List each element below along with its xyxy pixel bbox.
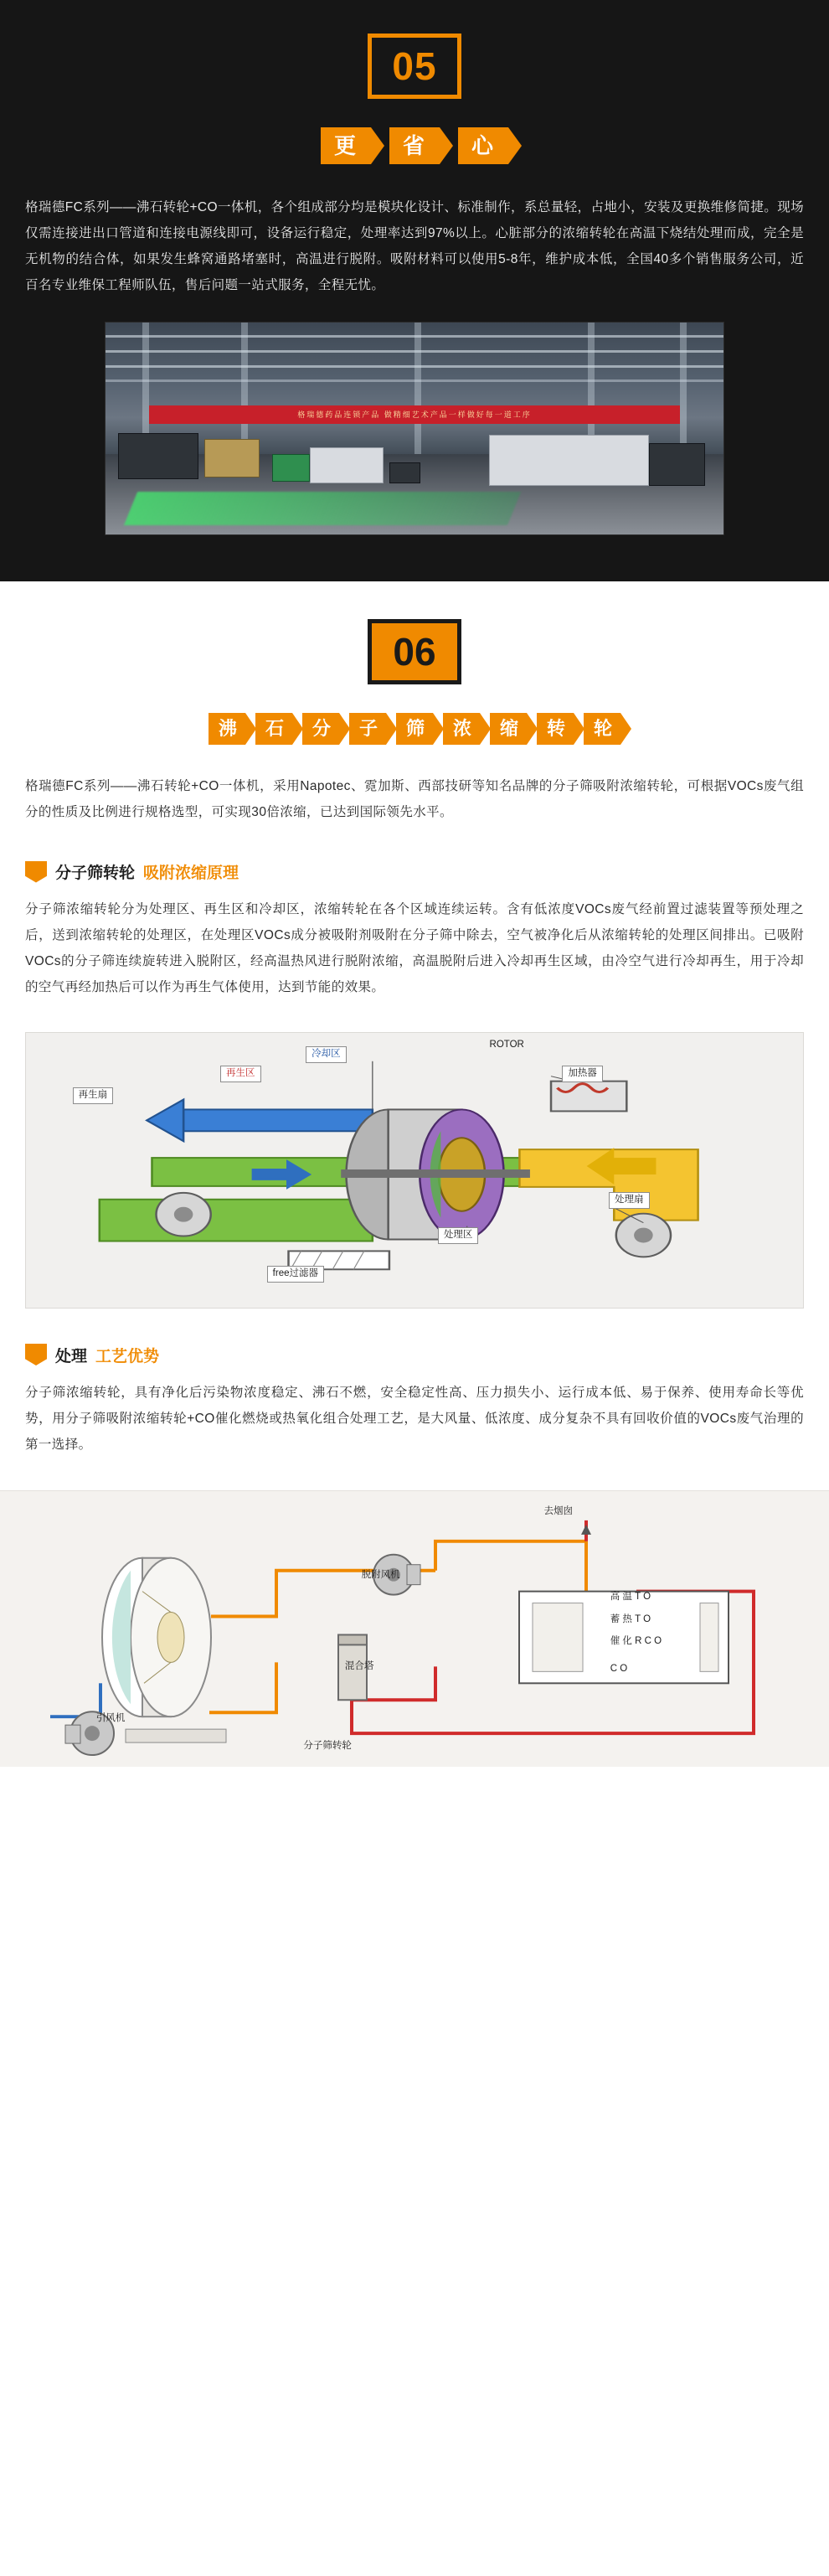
tag-geng-label: 更 [333,133,356,158]
rotor-diagram-wrap [0,1014,829,1309]
process-flow-diagram [0,1490,829,1767]
tag-xin [458,127,508,164]
sub-head-principle [0,860,829,883]
flag-icon-2 [25,1344,47,1365]
sub1-title-black: 分子筛转轮 [55,865,136,882]
section-05-tag-row [0,127,829,164]
factory-workshop-photo [105,322,724,535]
flow-label-high-temp-to: 高 温 T O [610,1592,651,1603]
flow-label-to-stack: 去烟囱 [543,1506,573,1517]
sub-head-advantage [0,1344,829,1366]
section-number-badge-05 [368,34,461,99]
tag-shi: 石 [255,713,292,745]
rotor-label-cooling-zone: 冷却区 [306,1046,347,1063]
sub2-title-orange: 工艺优势 [95,1347,160,1365]
section-06 [0,581,829,1767]
rotor-label-process-zone: 处理区 [438,1227,479,1244]
tag-sheng [389,127,440,164]
tag-zi: 子 [349,713,386,745]
flag-icon [25,861,47,883]
flow-label-co: C O [610,1663,628,1674]
section-06-tag-row [0,713,829,745]
rotor-label-regeneration-fan: 再生扇 [73,1087,114,1104]
section-number-badge-06 [368,619,461,684]
flow-label-molecular-sieve-rotor: 分子筛转轮 [303,1741,352,1752]
tag-nong: 浓 [443,713,480,745]
photo-banner-text: 格瑞德药品连锁产品 做精细艺术产品一样做好每一道工序 [149,405,681,424]
tag-geng [321,127,371,164]
tag-xin-label: 心 [471,133,494,158]
tag-shai: 筛 [396,713,433,745]
flow-label-induced-draft-fan: 引风机 [95,1713,126,1724]
tag-lun: 轮 [584,713,620,745]
rotor-label-rotor: ROTOR [489,1040,524,1051]
section-number-06: 06 [393,630,436,674]
sub2-paragraph: 分子筛浓缩转轮，具有净化后污染物浓度稳定、沸石不燃，安全稳定性高、压力损失小、运行成本低、易于保养、使用寿命长等优势，用分子筛吸附浓缩转轮+CO催化燃烧或热氧化组合处理工艺，是大风量、低浓度、成分复杂不具有回收价值的VOCs废气治理的第一选择。 [25,1385,804,1452]
tag-sheng-label: 省 [402,133,425,158]
sub1-title-orange: 吸附浓缩原理 [143,865,239,882]
section-06-paragraph: 格瑞德FC系列——沸石转轮+CO一体机，采用Napotec、霓加斯、西部技研等知名品牌的分子筛吸附浓缩转轮，可根据VOCs废气组分的性质及比例进行规格选型，可实现30倍浓缩，已达到国际领先水平。 [25,779,804,819]
flow-label-rto: 蓄 热 T O [610,1613,651,1624]
rotor-label-regeneration-zone: 再生区 [220,1066,261,1082]
flow-label-rco: 催 化 R C O [610,1636,662,1647]
flow-label-mixing-tower: 混合塔 [344,1660,374,1671]
section-06-badge-wrap [0,619,829,684]
section-number-05: 05 [392,44,437,88]
sub2-title-black: 处理 [55,1347,88,1365]
tag-suo: 缩 [490,713,527,745]
tag-zhuan: 转 [537,713,574,745]
section-05-badge-wrap [0,34,829,99]
rotor-label-heater: 加热器 [562,1066,603,1082]
flow-label-desorption-fan: 脱附风机 [361,1570,400,1581]
section-05-photo-wrap [105,322,724,535]
tag-fen: 分 [302,713,339,745]
rotor-label-process-fan: 处理扇 [609,1192,650,1209]
section-05 [0,0,829,581]
rotor-diagram-svg [26,1033,803,1308]
section-05-paragraph: 格瑞德FC系列——沸石转轮+CO一体机，各个组成部分均是模块化设计、标准制作，系总量轻，占地小，安装及更换维修简捷。现场仅需连接进出口管道和连接电源线即可，设备运行稳定，处理率达到97%以上。心脏部分的浓缩转轮在高温下烧结处理而成，完全是无机物的结合体，如果发生蜂窝通路堵塞时，高温进行脱附。吸附材料可以使用5-8年，维护成本低，全国40多个销售服务公司，近百名专业维保工程师队伍，售后问题一站式服务，全程无忧。 [25,200,804,292]
rotor-principle-diagram [25,1032,804,1309]
rotor-label-free-filter: free过滤器 [267,1266,324,1283]
tag-fei: 沸 [209,713,245,745]
sub1-paragraph: 分子筛浓缩转轮分为处理区、再生区和冷却区，浓缩转轮在各个区域连续运转。含有低浓度VOCs废气经前置过滤装置等预处理之后，送到浓缩转轮的处理区，在处理区VOCs成分被吸附剂吸附在分子筛中除去，空气被净化后从浓缩转轮的处理区间排出。已吸附VOCs的分子筛连续旋转进入脱附区，经高温热风进行脱附浓缩，高温脱附后进入冷却再生区域，由冷空气进行冷却再生，用于冷却的空气再经加热后可以作为再生气体使用，达到节能的效果。 [25,902,804,994]
flow-diagram-wrap [0,1470,829,1767]
